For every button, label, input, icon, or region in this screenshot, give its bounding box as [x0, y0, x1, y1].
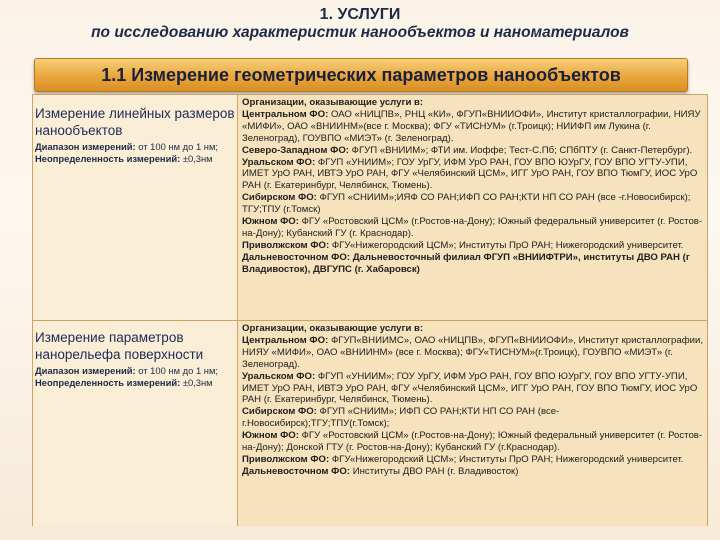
district-name: Центральном ФО: — [242, 108, 329, 120]
organization-entry — [242, 430, 704, 454]
service-description — [33, 95, 238, 320]
organization-entry — [242, 145, 704, 157]
organizations-list — [238, 321, 707, 526]
service-title: Измерение параметров нанорельефа поверхности — [35, 330, 204, 362]
organization-names: ФГУП«ВНИИМС», ОАО «НИЦПВ», ФГУП«ВНИИОФИ», Институт кристаллографии, НИЯУ «МИФИ», ОАО «ВНИИНМ» (все г. Москва); ФГУ«ТИСНУМ»(г.Троицк), ГОУВПО «МИЭТ» (г. Зеленоград). — [242, 334, 704, 370]
service-description — [33, 321, 238, 526]
district-name: Южном ФО: — [242, 430, 299, 442]
organization-names: ФГУ«Нижегородский ЦСМ»; Институты ПрО РАН; Нижегородский университет. — [331, 239, 684, 251]
organization-names: ФГУ «Ростовский ЦСМ» (г.Ростов-на-Дону); Южный федеральный университет (г. Ростов-на-Дону); Кубанский ГУ (г. Краснодар). — [242, 216, 703, 239]
organization-entry — [242, 157, 704, 193]
organization-entry — [242, 216, 704, 240]
uncertainty-value: ±0,3нм — [182, 376, 213, 388]
district-name: Уральском ФО: — [242, 370, 316, 382]
organization-entry — [242, 335, 704, 371]
organization-entry — [242, 252, 704, 276]
district-name: Сибирском ФО: — [242, 406, 317, 418]
organization-names: ФГУП «УНИИМ»; ГОУ УрГУ, ИФМ УрО РАН, ГОУ ВПО ЮУрГУ, ГОУ ВПО УГТУ-УПИ, ИМЕТ УрО РАН, ИВТЭ УрО РАН, ФГУ «Челябинский ЦСМ», ИГГ УрО РАН, ГОУ ВПО ТюмГУ, ИОС УрО РАН (г. Екатеринбург, Челябинск, Тюмень). — [242, 156, 698, 192]
service-title: Измерение линейных размеров нанообъектов — [35, 106, 235, 138]
organization-entry — [242, 454, 704, 466]
uncertainty-label: Неопределенность измерений: — [35, 376, 181, 388]
services-table — [32, 94, 708, 526]
table-row — [33, 321, 707, 526]
page-header — [0, 6, 720, 42]
uncertainty-value: ±0,3нм — [182, 152, 213, 164]
organization-names: ОАО «НИЦПВ», РНЦ «КИ», ФГУП«ВНИИОФИ», Институт кристаллографии, НИЯУ «МИФИ», ОАО «ВНИИНМ»(все г. Москва); ФГУ «ТИСНУМ» (г.Троицк); НИИФП им Лукина (г. Зеленоград), ГОУВПО «МИЭТ» (г. Зеленоград). — [242, 108, 701, 144]
district-name: Приволжском ФО: — [242, 453, 330, 465]
measurement-uncertainty — [35, 377, 235, 389]
organization-entry — [242, 240, 704, 252]
range-label: Диапазон измерений: — [35, 365, 136, 376]
measurement-uncertainty — [35, 153, 235, 165]
table-row — [33, 95, 707, 321]
organizations-list — [238, 95, 707, 320]
organization-entry — [242, 192, 704, 216]
measurement-range — [35, 141, 235, 153]
entries — [242, 109, 704, 276]
district-name: Центральном ФО: — [242, 334, 329, 346]
organization-entry — [242, 406, 704, 430]
header-line-1: 1. УСЛУГИ — [319, 6, 401, 23]
header-line-2: по исследованию характеристик нанообъектов и наноматериалов — [91, 24, 629, 41]
section-banner: 1.1 Измерение геометрических параметров нанообъектов — [34, 58, 688, 92]
district-name: Сибирском ФО: — [242, 192, 317, 204]
district-name: Приволжском ФО: — [242, 239, 330, 251]
district-name: Дальневосточном ФО: — [242, 251, 351, 263]
district-name: Уральском ФО: — [242, 156, 316, 168]
organization-entry — [242, 466, 704, 478]
district-name: Северо-Западном ФО: — [242, 144, 349, 156]
range-value: от 100 нм до 1 нм; — [138, 365, 218, 376]
range-value: от 100 нм до 1 нм; — [138, 141, 218, 152]
organizations-intro: Организации, оказывающие услуги в: — [242, 323, 424, 334]
organization-names: Институты ДВО РАН (г. Владивосток) — [352, 465, 519, 477]
organization-names: Дальневосточный филиал ФГУП «ВНИИФТРИ», институты ДВО РАН (г Владивосток), ДВГУПС (г. Хабаровск) — [242, 251, 690, 275]
district-name: Южном ФО: — [242, 216, 299, 228]
uncertainty-label: Неопределенность измерений: — [35, 152, 181, 164]
organization-entry — [242, 109, 704, 145]
district-name: Дальневосточном ФО: — [242, 465, 351, 477]
organization-names: ФГУП «СНИИМ»; ИФП СО РАН;КТИ НП СО РАН (все-г.Новосибирск);ТГУ;ТПУ(г.Томск); — [242, 406, 560, 430]
organization-names: ФГУП «УНИИМ»; ГОУ УрГУ, ИФМ УрО РАН, ГОУ ВПО ЮУрГУ, ГОУ ВПО УГТУ-УПИ, ИМЕТ УрО РАН, ИВТЭ УрО РАН, ФГУ «Челябинский ЦСМ», ИГГ УрО РАН, ГОУ ВПО ТюмГУ, ИОС УрО РАН (г. Екатеринбург, Челябинск, Тюмень). — [242, 370, 698, 406]
measurement-range — [35, 365, 235, 377]
organization-entry — [242, 371, 704, 407]
organization-names: ФГУП «СНИИМ»;ИЯФ СО РАН;ИФП СО РАН;КТИ НП СО РАН (все -г.Новосибирск); ТГУ;ТПУ (г.Томск) — [242, 192, 691, 216]
organization-names: ФГУП «ВНИИМ»; ФТИ им. Иоффе; Тест-С.Пб; СПбПТУ (г. Санкт-Петербург). — [351, 144, 693, 156]
organization-names: ФГУ «Ростовский ЦСМ» (г.Ростов-на-Дону); Южный федеральный университет (г. Ростов-на-Дону); Донской ГТУ (г. Ростов-на-Дону); Кубанский ГУ (г.Краснодар). — [242, 430, 703, 454]
organizations-intro: Организации, оказывающие услуги в: — [242, 97, 424, 108]
range-label: Диапазон измерений: — [35, 141, 136, 152]
organization-names: ФГУ«Нижегородский ЦСМ»; Институты ПрО РАН; Нижегородский университет. — [331, 453, 684, 465]
entries — [242, 335, 704, 478]
